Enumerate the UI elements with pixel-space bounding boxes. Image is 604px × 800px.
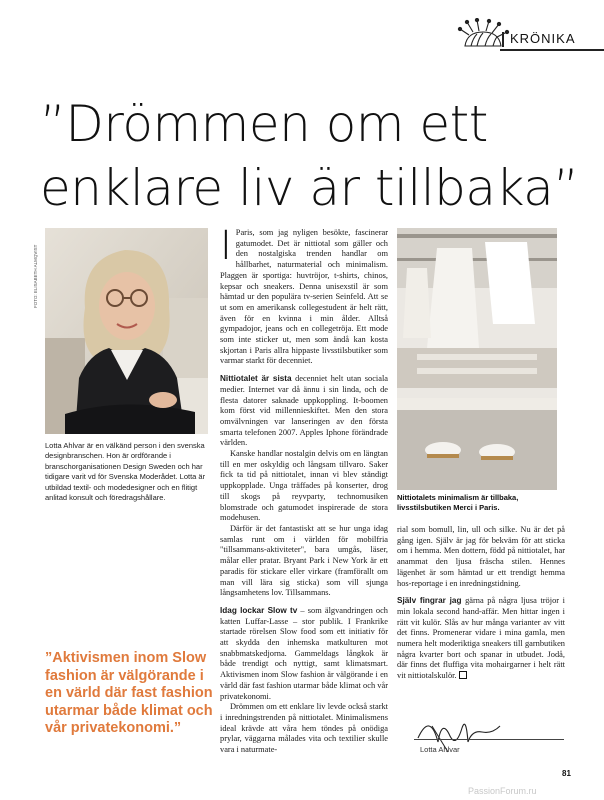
author-name: Lotta Ahlvar bbox=[420, 745, 460, 754]
header-separator bbox=[502, 32, 504, 47]
end-mark-icon bbox=[459, 671, 467, 679]
store-photo bbox=[397, 228, 557, 490]
dropcap: I bbox=[220, 223, 232, 269]
subhead-slow-tv: Idag lockar Slow tv bbox=[220, 605, 298, 615]
headline-line-1: ”Drömmen om ett bbox=[40, 95, 488, 153]
portrait-caption: Lotta Ahlvar är en välkänd person i den svenska designbranschen. Hon är ordförande i branschorganisationen Design Sweden och har tidigare varit vd för Svenska Moderådet. Lotta är utbildad textil- och modedesigner och en flitigt anlitad konsult och föredragshållare. bbox=[45, 441, 206, 503]
header-rule bbox=[500, 49, 604, 51]
headline bbox=[40, 92, 580, 220]
page-number: 81 bbox=[562, 769, 571, 778]
article-column-1 bbox=[220, 223, 388, 756]
headline-line-2: enklare liv är tillbaka” bbox=[40, 159, 579, 217]
photo-credit: FOTO: ELISABETH ALMQVIST bbox=[33, 244, 38, 308]
paragraph-2: decenniet helt utan sociala medier. Internet var då ännu i sin linda, och de flesta datorer saknade uppkoppling. It-boomen kom först vid millennieskiftet. Men den stora omvälvningen var lanseringen av den första smarta telefonen 2007. Apples Iphone förändrade världen. bbox=[220, 374, 388, 448]
pull-quote: ”Aktivismen inom Slow fashion är välgörande i en värld där fast fashion utarmar både klimat och vår privatekonomi.” bbox=[45, 650, 213, 737]
paragraph-4: Därför är det fantastiskt att se hur unga idag samlas runt om i världen för mobilfria "tillsammans-aktiviteter", bara umgås, läser, målar eller pratar. Bryant Park i New York är ett paradis för stickare eller virkare (framförallt om man vill lära sig sticka) som vill sjunga långsamhetens lov. Tillsammans. bbox=[220, 523, 388, 598]
subhead-nittiotalet: Nittiotalet är sista bbox=[220, 374, 292, 384]
portrait-photo bbox=[45, 228, 208, 434]
watermark: PassionForum.ru bbox=[468, 786, 537, 796]
store-photo-caption: Nittiotalets minimalism är tillbaka, livsstilsbutiken Merci i Paris. bbox=[397, 493, 519, 512]
paragraph-6: Drömmen om ett enklare liv levde också starkt i inredningstrenden på nittiotalet. Minimalismens ideal krävde att våra hem töndes på onödiga prylar, väggarna målades vita och textilier skulle vara i naturmate- bbox=[220, 702, 388, 755]
paragraph-7: rial som bomull, lin, ull och silke. Nu är det på gång igen. Själv är jag för bekväm för att sticka om i hemma. Men dottern, född på nittiotalet, har anammat den ljusa fräscha stilen. Hennes lägenhet är som hämtad ur ett trendigt hemma hos-reportage i en inredningstidning. bbox=[397, 525, 565, 588]
subhead-sjalv-fingrar: Själv fingrar jag bbox=[397, 596, 462, 606]
paragraph-3: Kanske handlar nostalgin delvis om en längtan till en mer oskyldig och långsam tillvaro. Saker fick ta tid på nittiotalet, innan vi blev ständigt uppkopplade. Unga träffades på konserter, drog till skogs på reyvparty, technomusiken blomstrade och gatumodet inspirerade de stora modehusen. bbox=[220, 449, 388, 523]
signature-line bbox=[414, 739, 564, 740]
paragraph-5: – som älgvandringen och katten Luffar-Lasse – stor publik. I Frankrike startade rörelsen Slow food som ett initiativ för att skydda den inhemska matkulturen mot snabbmatskedjorna. Gammeldags långkok är både trendigt och nyttigt, samt klimatsmart. Aktivismen inom Slow fashion är välgörande i en värld där fast fashion utarmar både klimat och vår privatekonomi. bbox=[220, 605, 388, 701]
section-label: KRÖNIKA bbox=[510, 31, 576, 46]
paragraph-8: gärna på några ljusa tröjor i min lokala second hand-affär. Men hittar ingen i rätt vit kulör. Slås av hur många varianter av vitt det finns. Promenerar vidare i mina gamla, men numera helt moderiktiga sneakers till garnbutiken några kvarter bort och spanar in utbudet. Jodå, där finns det fluffiga vita mohairgarner i helt rätt vit nittiotalskulör. bbox=[397, 596, 565, 681]
intro-paragraph: Paris, som jag nyligen besökte, fascinerar gatumodet. Det är nittiotal som gäller och den nostalgiska trenden handlar om hållbarhet, naturmaterial och minimalism. Plaggen är sportiga: huvtröjor, t-shirts, chinos, kepsar och sneakers. Denna unisexstil är som hämtad ur den populära tv-serien Seinfeld. Att se ut som en amerikansk collegestudent är helt rätt, även för en kvinna i min ålder. Alltså gympadojor, jeans och en collegetröja. Ett mode som inte sticker ut, men som ändå kan kosta skjortan i Paris allra hippaste livsstilsbutiker som varmar starkt för decenniet. bbox=[220, 228, 388, 366]
article-column-2 bbox=[397, 525, 565, 682]
